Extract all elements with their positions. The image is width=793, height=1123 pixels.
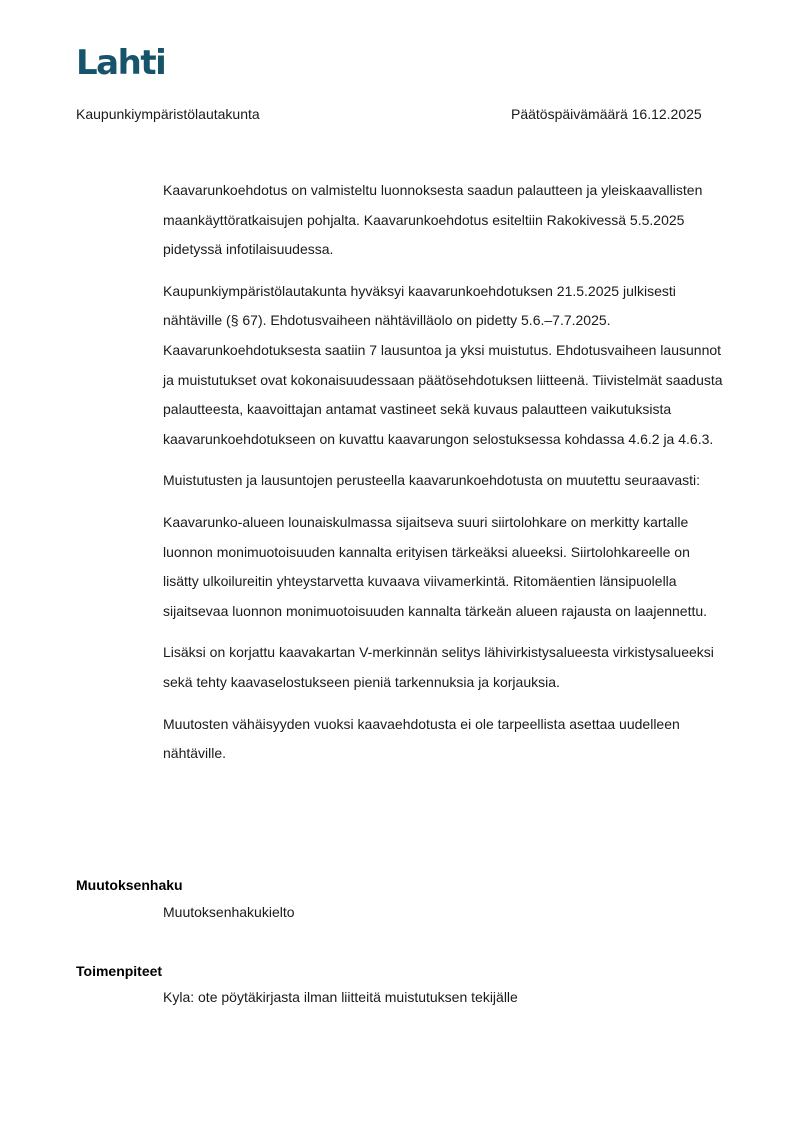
body-paragraph: Kaavarunkoehdotus on valmisteltu luonnoksesta saadun palautteen ja yleiskaavallisten maankäyttöratkaisujen pohjalta. Kaavarunkoehdotus esiteltiin Rakokivessä 5.5.2025 pidetyssä infotilaisuudessa. [163, 182, 703, 258]
appeal-text: Muutoksenhakukielto [163, 904, 295, 920]
actions-heading: Toimenpiteet [76, 963, 163, 979]
appeal-heading: Muutoksenhaku [76, 877, 183, 893]
decision-body [163, 176, 723, 781]
body-paragraph: Kaavarunko-alueen lounaiskulmassa sijaitseva suuri siirtolohkare on merkitty kartalle luonnon monimuotoisuuden kannalta erityisen tärkeäksi alueeksi. Siirtolohkareelle on lisätty ulkoilureitin yhteystarvetta kuvaava viivamerkintä. Ritomäentien länsipuolella sijaitsevaa luonnon monimuotoisuuden kannalta tärkeän alueen rajausta on laajennettu. [163, 513, 708, 619]
actions-text: Kyla: ote pöytäkirjasta ilman liitteitä muistutuksen tekijälle [163, 989, 518, 1005]
decision-date: Päätöspäivämäärä 16.12.2025 [511, 106, 702, 122]
lahti-logo: Lahti [76, 43, 166, 83]
committee-name: Kaupunkiympäristölautakunta [76, 106, 260, 122]
body-paragraph: Lisäksi on korjattu kaavakartan V-merkinnän selitys lähivirkistysalueesta virkistysalueeksi sekä tehty kaavaselostukseen pieniä tarkennuksia ja korjauksia. [163, 644, 714, 690]
body-paragraph: Kaupunkiympäristölautakunta hyväksyi kaavarunkoehdotuksen 21.5.2025 julkisesti nähtäville (§ 67). Ehdotusvaiheen nähtävilläolo on pidetty 5.6.–7.7.2025. Kaavarunkoehdotuksesta saatiin 7 lausuntoa ja yksi muistutus. Ehdotusvaiheen lausunnot ja muistutukset ovat kokonaisuudessaan päätösehdotuksen liitteenä. Tiivistelmät saadusta palautteesta, kaavoittajan antamat vastineet sekä kuvaus palautteen vaikutuksista kaavarunkoehdotukseen on kuvattu kaavarungon selostuksessa kohdassa 4.6.2 ja 4.6.3. [163, 282, 723, 447]
body-paragraph: Muutosten vähäisyyden vuoksi kaavaehdotusta ei ole tarpeellista asettaa uudelleen nähtäville. [163, 715, 680, 762]
body-paragraph: Muistutusten ja lausuntojen perusteella kaavarunkoehdotusta on muutettu seuraavasti: [163, 472, 701, 489]
